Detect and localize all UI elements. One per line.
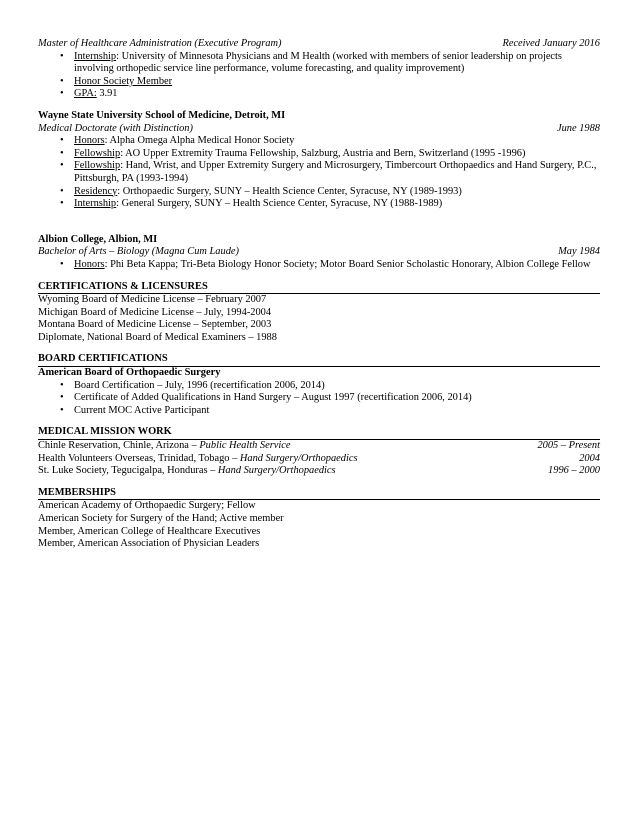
resume-page bbox=[38, 38, 600, 551]
bullet-icon: • bbox=[60, 147, 64, 159]
albion-degree-row bbox=[38, 246, 600, 259]
mha-date: Received January 2016 bbox=[502, 38, 600, 49]
list-item bbox=[38, 148, 600, 161]
board-list bbox=[38, 380, 600, 418]
item-text: Board Certification – July, 1996 (recertification 2006, 2014) bbox=[74, 379, 325, 391]
board-org: American Board of Orthopaedic Surgery bbox=[38, 367, 221, 379]
list-item: Diplomate, National Board of Medical Examiners – 1988 bbox=[38, 331, 277, 343]
item-label: Residency bbox=[74, 185, 118, 197]
item-label: Honors bbox=[74, 135, 105, 147]
list-item bbox=[38, 51, 600, 76]
bullet-icon: • bbox=[60, 392, 64, 404]
item-text: Certificate of Added Qualifications in Hand Surgery – August 1997 (recertification 2006, 2014) bbox=[74, 392, 472, 404]
mission-role: Hand Surgery/Orthopaedics bbox=[217, 465, 336, 477]
item-label: Honors bbox=[74, 258, 105, 270]
mha-degree: Master of Healthcare Administration (Executive Program) bbox=[38, 38, 282, 49]
memberships-list bbox=[38, 500, 600, 550]
item-text: : General Surgery, SUNY – Health Science Center, Syracuse, NY (1988-1989) bbox=[116, 198, 443, 210]
item-text: : Hand, Wrist, and Upper Extremity Surgery and Microsurgery, Timbercourt Orthopaedics and Hand Surgery, P.C., Pittsburgh, PA (1993-1994) bbox=[74, 160, 597, 184]
item-label: Fellowship bbox=[74, 147, 121, 159]
wayne-degree-row bbox=[38, 123, 600, 136]
mission-heading: MEDICAL MISSION WORK bbox=[38, 426, 600, 440]
bullet-icon: • bbox=[60, 185, 64, 197]
item-text: Current MOC Active Participant bbox=[74, 404, 210, 416]
item-label: Fellowship bbox=[74, 160, 121, 172]
list-item bbox=[38, 88, 600, 101]
list-item bbox=[38, 186, 600, 199]
bullet-icon: • bbox=[60, 50, 64, 62]
list-item bbox=[38, 259, 600, 272]
bullet-icon: • bbox=[60, 379, 64, 391]
mission-dates: 1996 – 2000 bbox=[548, 465, 600, 477]
mission-role: Public Health Service bbox=[199, 440, 291, 452]
list-item: Wyoming Board of Medicine License – February 2007 bbox=[38, 294, 267, 306]
mission-role: Hand Surgery/Orthopaedics bbox=[239, 452, 358, 464]
mission-place: Health Volunteers Overseas, Trinidad, Tobago – bbox=[38, 452, 240, 464]
mission-place: St. Luke Society, Tegucigalpa, Honduras – bbox=[38, 465, 218, 477]
bullet-icon: • bbox=[60, 88, 64, 100]
certifications-heading: CERTIFICATIONS & LICENSURES bbox=[38, 281, 600, 295]
albion-date: May 1984 bbox=[558, 246, 600, 258]
mission-dates: 2004 bbox=[579, 452, 600, 464]
mission-place: Chinle Reservation, Chinle, Arizona – bbox=[38, 440, 200, 452]
list-item: American Academy of Orthopaedic Surgery; Fellow bbox=[38, 500, 256, 512]
list-item bbox=[38, 405, 600, 418]
item-label: GPA: bbox=[74, 88, 97, 100]
wayne-degree: Medical Doctorate (with Distinction) bbox=[38, 122, 193, 134]
list-item: Member, American College of Healthcare Executives bbox=[38, 525, 261, 537]
bullet-icon: • bbox=[60, 404, 64, 416]
spacer bbox=[38, 211, 600, 230]
list-item: Member, American Association of Physician Leaders bbox=[38, 538, 260, 550]
item-label: Internship bbox=[74, 50, 117, 62]
albion-list bbox=[38, 259, 600, 272]
list-item bbox=[38, 160, 600, 185]
list-item bbox=[38, 76, 600, 89]
bullet-icon: • bbox=[60, 198, 64, 210]
mha-degree-row bbox=[38, 38, 600, 51]
certifications-list bbox=[38, 294, 600, 344]
albion-institution: Albion College, Albion, MI bbox=[38, 233, 158, 245]
list-item bbox=[38, 198, 600, 211]
bullet-icon: • bbox=[60, 258, 64, 270]
list-item bbox=[38, 135, 600, 148]
board-heading: BOARD CERTIFICATIONS bbox=[38, 353, 600, 367]
mission-row bbox=[38, 465, 600, 478]
mission-list bbox=[38, 440, 600, 478]
item-text: : Orthopaedic Surgery, SUNY – Health Science Center, Syracuse, NY (1989-1993) bbox=[117, 185, 462, 197]
albion-degree: Bachelor of Arts – Biology (Magna Cum Laude) bbox=[38, 246, 239, 258]
list-item bbox=[38, 380, 600, 393]
item-label: Internship bbox=[74, 198, 117, 210]
item-label: Honor Society Member bbox=[74, 75, 173, 87]
mission-row bbox=[38, 440, 600, 453]
list-item bbox=[38, 392, 600, 405]
list-item: Michigan Board of Medicine License – July, 1994-2004 bbox=[38, 306, 272, 318]
item-text: : Phi Beta Kappa; Tri-Beta Biology Honor Society; Motor Board Senior Scholastic Honorary, Albion College Fellow bbox=[104, 258, 591, 270]
wayne-institution: Wayne State University School of Medicine, Detroit, MI bbox=[38, 109, 286, 121]
wayne-list bbox=[38, 135, 600, 211]
wayne-date: June 1988 bbox=[557, 122, 600, 134]
item-text: : University of Minnesota Physicians and M Health (worked with members of senior leadership on projects involving orthopedic service line performance, volume forecasting, and quality improvement) bbox=[74, 50, 562, 75]
mha-list bbox=[38, 51, 600, 101]
bullet-icon: • bbox=[60, 75, 64, 87]
bullet-icon: • bbox=[60, 160, 64, 172]
item-text: 3.91 bbox=[96, 88, 118, 100]
mission-row bbox=[38, 453, 600, 466]
list-item: Montana Board of Medicine License – September, 2003 bbox=[38, 319, 272, 331]
list-item: American Society for Surgery of the Hand; Active member bbox=[38, 513, 284, 524]
item-text: : AO Upper Extremity Trauma Fellowship, Salzburg, Austria and Bern, Switzerland (1995 -1996) bbox=[120, 147, 526, 159]
memberships-heading: MEMBERSHIPS bbox=[38, 487, 600, 501]
bullet-icon: • bbox=[60, 135, 64, 147]
item-text: : Alpha Omega Alpha Medical Honor Society bbox=[104, 135, 295, 147]
mission-dates: 2005 – Present bbox=[537, 440, 600, 452]
